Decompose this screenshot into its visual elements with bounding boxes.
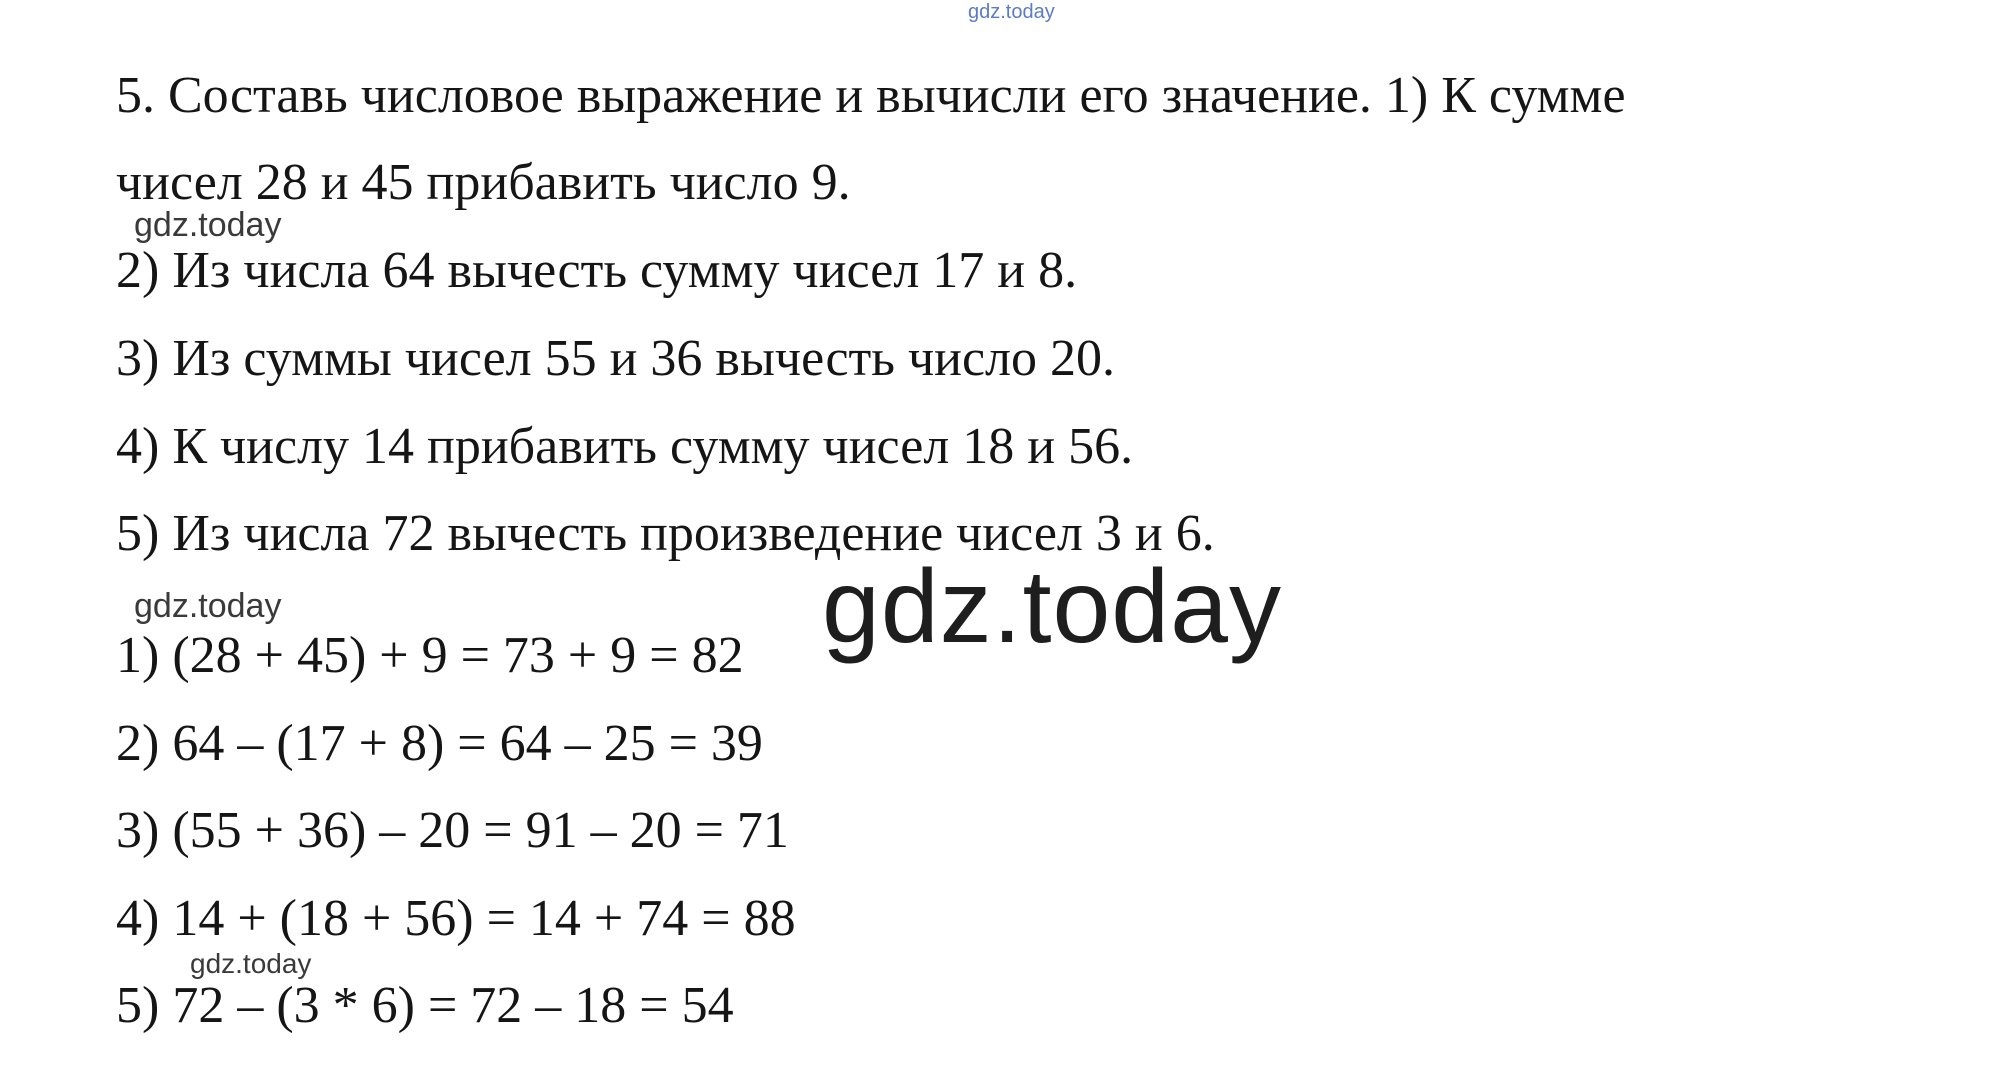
solution-1: 1) (28 + 45) + 9 = 73 + 9 = 82 bbox=[116, 627, 744, 684]
watermark-small-1: gdz.today bbox=[134, 206, 282, 244]
task-item-4: 4) К числу 14 прибавить сумму чисел 18 и 56. bbox=[116, 418, 1134, 475]
solution-2: 2) 64 – (17 + 8) = 64 – 25 = 39 bbox=[116, 715, 763, 772]
watermark-small-3: gdz.today bbox=[190, 948, 312, 979]
solution-5: 5) 72 – (3 * 6) = 72 – 18 = 54 bbox=[116, 977, 734, 1034]
watermark-top: gdz.today bbox=[968, 1, 1055, 23]
solution-4: 4) 14 + (18 + 56) = 14 + 74 = 88 bbox=[116, 890, 796, 947]
watermark-small-2: gdz.today bbox=[134, 587, 282, 625]
task-statement-line-1: 5. Составь числовое выражение и вычисли его значение. 1) К сумме bbox=[116, 67, 1626, 124]
watermark-large: gdz.today bbox=[822, 549, 1282, 665]
task-statement-line-2: чисел 28 и 45 прибавить число 9. bbox=[116, 154, 851, 211]
task-item-2: 2) Из числа 64 вычесть сумму чисел 17 и 8. bbox=[116, 242, 1078, 299]
task-item-5: 5) Из числа 72 вычесть произведение чисел 3 и 6. bbox=[116, 505, 1215, 562]
task-item-3: 3) Из суммы чисел 55 и 36 вычесть число 20. bbox=[116, 330, 1115, 387]
solution-3: 3) (55 + 36) – 20 = 91 – 20 = 71 bbox=[116, 802, 789, 859]
